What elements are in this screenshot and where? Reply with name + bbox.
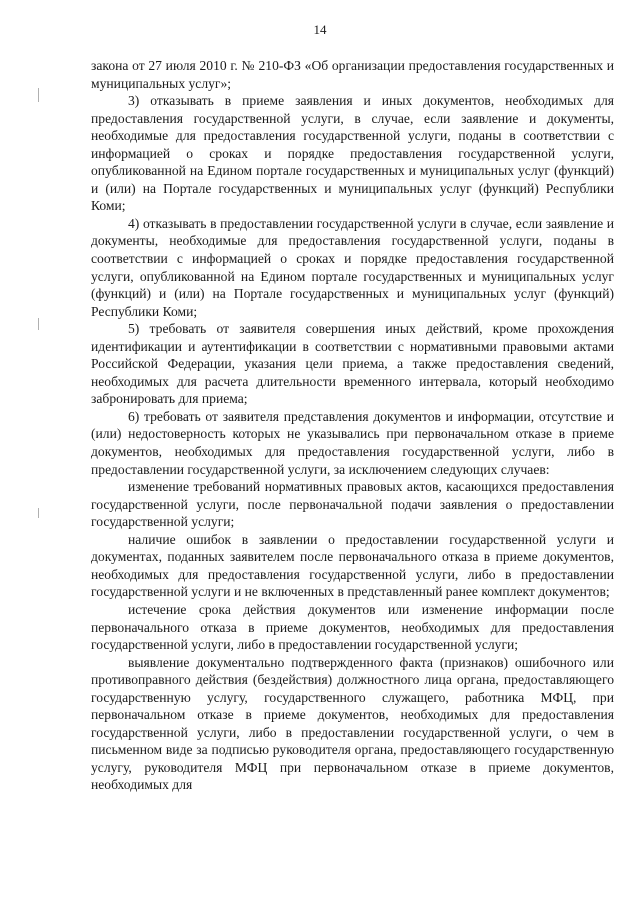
document-body xyxy=(91,57,614,794)
paragraph-item-5: 5) требовать от заявителя совершения иных действий, кроме прохождения идентификации и аутентификации в соответствии с нормативными правовыми актами Российской Федерации, указания цели приема, а также предоставления сведений, необходимых для расчета длительности временного интервала, который необходимо забронировать для приема; xyxy=(91,321,614,407)
paragraph-item-6: 6) требовать от заявителя представления документов и информации, отсутствие и (или) недостоверность которых не указывались при первоначальном отказе в приеме документов, необходимых для предоставления государственной услуги, либо в предоставлении государственной услуги, за исключением следующих случаев: xyxy=(91,408,614,477)
scan-margin-mark xyxy=(38,88,39,102)
paragraph-law-reference: закона от 27 июля 2010 г. № 210-ФЗ «Об организации предоставления государственных и муниципальных услуг»; xyxy=(91,58,614,91)
scan-margin-mark xyxy=(38,508,39,518)
paragraph-case-errors: наличие ошибок в заявлении о предоставлении государственной услуги и документах, поданных заявителем после первоначального отказа в приеме документов, необходимых для предоставления государственной услуги, либо в предоставлении государственной услуги и не включенных в представленный ранее комплект документов; xyxy=(91,531,614,600)
paragraph-case-expiry: истечение срока действия документов или изменение информации после первоначального отказа в приеме документов, необходимых для предоставления государственной услуги, либо в предоставлении государственной услуги; xyxy=(91,601,614,653)
paragraph-case-misconduct: выявление документально подтвержденного факта (признаков) ошибочного или противоправного действия (бездействия) должностного лица органа, предоставляющего государственную услугу, государственного служащего, работника МФЦ, при первоначальном отказе в приеме документов, необходимых для предоставления государственной услуги, либо в предоставлении государственной услуги, о чем в письменном виде за подписью руководителя органа, предоставляющего государственную услугу, руководителя МФЦ при первоначальном отказе в приеме документов, необходимых для xyxy=(91,654,614,793)
paragraph-item-4: 4) отказывать в предоставлении государственной услуги в случае, если заявление и документы, необходимые для предоставления государственной услуги, поданы в соответствии с информацией о сроках и порядке предоставления государственной услуги, опубликованной на Едином портале государственных и муниципальных услуг (функций) и (или) на Портале государственных и муниципальных услуг (функций) Республики Коми; xyxy=(91,215,614,319)
page-number: 14 xyxy=(313,22,327,37)
paragraph-item-3: 3) отказывать в приеме заявления и иных документов, необходимых для предоставления государственной услуги, в случае, если заявление и документы, необходимые для предоставления государственной услуги, поданы в соответствии с информацией о сроках и порядке предоставления государственной услуги, опубликованной на Едином портале государственных и муниципальных услуг (функций) и (или) на Портале государственных и муниципальных услуг (функций) Республики Коми; xyxy=(91,93,614,214)
scan-margin-mark xyxy=(38,318,39,330)
paragraph-case-requirements-change: изменение требований нормативных правовых актов, касающихся предоставления государственной услуги, после первоначальной подачи заявления о предоставлении государственной услуги; xyxy=(91,479,614,530)
